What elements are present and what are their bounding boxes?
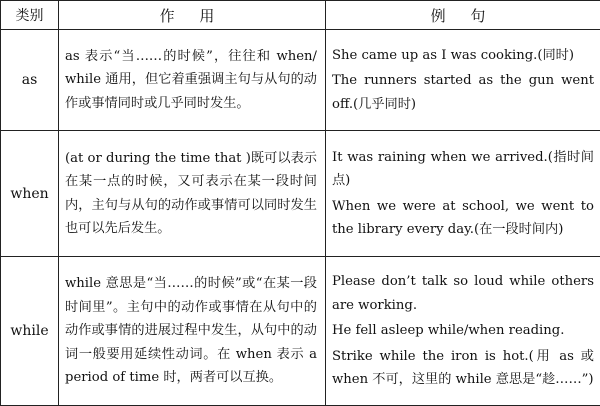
header-usage: 作 用 [59, 1, 326, 30]
header-row [1, 1, 600, 30]
usage-cell-while: while 意思是“当……的时候”或“在某一段时间里”。主句中的动作或事情在从句中的动作或事情的进展过程中发生，从句中的动词一般要用延续性动词。在 when 表示 a period of time 时，两者可以互换。 [59, 257, 326, 406]
example-sentence: The runners started as the gun went off.(几乎同时) [332, 69, 594, 116]
header-examples: 例 句 [326, 1, 600, 30]
table-row-when [1, 131, 600, 257]
example-sentence: When we were at school, we went to the library every day.(在一段时间内) [332, 195, 594, 242]
examples-cell-as [326, 30, 600, 131]
usage-cell-when: (at or during the time that )既可以表示在某一点的时候，又可表示在某一段时间内，主句与从句的动作或事情可以同时发生也可以先后发生。 [59, 131, 326, 257]
example-sentence: It was raining when we arrived.(指时间点) [332, 146, 594, 193]
header-category: 类别 [1, 1, 59, 30]
table-row-as [1, 30, 600, 131]
category-cell-when: when [1, 131, 59, 257]
examples-cell-while [326, 257, 600, 406]
example-sentence: Strike while the iron is hot.(用 as 或 when 不可，这里的 while 意思是“趁……”) [332, 345, 594, 392]
usage-cell-as: as 表示“当……的时候”，往往和 when/ while 通用，但它着重强调主句与从句的动作或事情同时或几乎同时发生。 [59, 30, 326, 131]
example-sentence: She came up as I was cooking.(同时) [332, 44, 594, 68]
table-row-while [1, 257, 600, 406]
category-cell-while: while [1, 257, 59, 406]
category-cell-as: as [1, 30, 59, 131]
example-sentence: Please don’t talk so loud while others are working. [332, 270, 594, 317]
example-sentence: He fell asleep while/when reading. [332, 319, 594, 343]
examples-cell-when [326, 131, 600, 257]
